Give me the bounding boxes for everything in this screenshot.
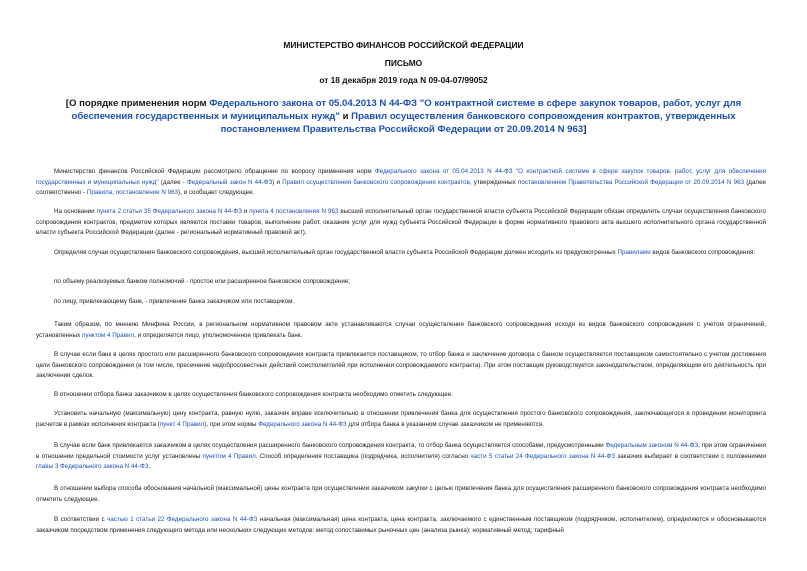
link-rules-types[interactable]: Правилами bbox=[617, 249, 651, 256]
link-resolution-point-4[interactable]: пункта 4 постановления N 963 bbox=[249, 208, 339, 215]
link-article-22-part-1[interactable]: частью 1 статьи 22 Федерального закона N 44-ФЗ bbox=[107, 516, 258, 523]
link-rules[interactable]: Правил осуществления банковского сопровождения контрактов bbox=[282, 178, 470, 186]
doc-type-heading: ПИСЬМО bbox=[384, 58, 423, 68]
link-rules-short[interactable]: Правила bbox=[86, 189, 113, 197]
paragraph-2: На основании пункта 2 статьи 35 Федерального закона N 44-ФЗ и пункта 4 постановления N 963 высший исполнительный орган государственной власти субъекта Российской Федерации обязан определить случаи осуществления банковского сопровождения контрактов, предметом которых являются поставки товаров, выполнение работ, оказание услуг для нужд субъекта Российской Федерации в форме нормативного правового акта высшего исполнительного органа государственной власти субъекта Российской Федерации (далее - региональный нормативный правовой акт). bbox=[36, 208, 766, 237]
link-rules-point-4[interactable]: пунктом 4 Правил bbox=[202, 452, 256, 460]
link-article-24-part-5[interactable]: части 5 статьи 24 Федерального закона N 44-ФЗ bbox=[470, 452, 616, 460]
paragraph-10: В случае если банк привлекается заказчиком в целях осуществления расширенного банковского сопровождения контракта, то отбор банка осуществляется способами, предусмотренными Федеральным законом N 44-ФЗ, при этом ограничения в отношении предельной стоимости услуг установлены пунктом 4 Правил. Способ определения поставщика (подрядчика, исполнителя) согласно части 5 статьи 24 Федерального закона N 44-ФЗ заказчик выбирает в соответствии с положениями главы 3 Федерального закона N 44-ФЗ. bbox=[36, 442, 767, 471]
title-link-rules-963[interactable]: Правил осуществления банковского сопровождения контрактов, утвержденных постановлением Правительства Российской Федерации от 20.09.2014 N 963 bbox=[220, 111, 736, 135]
paragraph-4: по объему реализуемых банком полномочий - простое или расширенное банковское сопровождение; bbox=[54, 278, 351, 285]
doc-date-heading: от 18 декабря 2019 года N 09-04-07/99052 bbox=[319, 75, 488, 85]
link-law-44fz-short[interactable]: Федеральным законом N 44-ФЗ bbox=[605, 442, 699, 449]
link-chapter-3[interactable]: главы 3 Федерального закона N 44-ФЗ bbox=[36, 463, 149, 471]
link-law-44fz-short[interactable]: Федерального закона N 44-ФЗ bbox=[258, 420, 347, 428]
link-law-44fz[interactable]: Федерального закона от 05.04.2013 N 44-ФЗ "О контрактной системе в сфере закупок товаров, работ, услуг для обеспечения государственных и муниципальных нужд" bbox=[36, 168, 766, 186]
link-resolution-963[interactable]: постановлением Правительства Российской Федерации от 20.09.2014 N 963 bbox=[517, 178, 745, 186]
paragraph-1: Министерство финансов Российской Федерации рассмотрело обращение по вопросу применения норм Федерального закона от 05.04.2013 N 44-ФЗ "О контрактной системе в сфере закупок товаров, работ, услуг для обеспечения государственных и муниципальных нужд" (далее - Федеральный закон N 44-ФЗ) и Правил осуществления банковского сопровождения контрактов, утвержденных постановлением Правительства Российской Федерации от 20.09.2014 N 963 (далее соответственно - Правила, постановление N 963), и сообщает следующее. bbox=[36, 168, 767, 197]
link-article-35[interactable]: пункта 2 статьи 35 Федерального закона N 44-ФЗ bbox=[96, 208, 242, 215]
title-text: ] bbox=[583, 124, 587, 135]
ministry-heading: МИНИСТЕРСТВО ФИНАНСОВ РОССИЙСКОЙ ФЕДЕРАЦИИ bbox=[283, 40, 524, 50]
document-title bbox=[60, 97, 747, 136]
paragraph-12: В соответствии с частью 1 статьи 22 Федерального закона N 44-ФЗ начальная (максимальная) цена контракта, цена контракта, заключаемого с единственным поставщиком (подрядчиком, исполнителем), определяются и обосновываются заказчиком посредством применения следующего метода или нескольких следующих методов: метод сопоставимых рыночных цен (анализа рынка); нормативный метод; тарифный bbox=[36, 516, 767, 534]
title-text: [О порядке применения норм bbox=[65, 98, 210, 109]
paragraph-9: Установить начальную (максимальную) цену контракта, равную нулю, заказчик вправе исключительно в отношении привлечения банка для осуществления простого банковского сопровождения, заключающегося в проведении мониторинга расчетов в рамках исполнения контракта (пункт 4 Правил), при этом нормы Федерального закона N 44-ФЗ для отбора банка в указанном случае заказчиком не применяются. bbox=[36, 410, 766, 428]
link-law-44fz-short[interactable]: Федеральный закон N 44-ФЗ bbox=[187, 178, 273, 186]
title-link-law-44fz[interactable]: Федерального закона от 05.04.2013 N 44-ФЗ "О контрактной системе в сфере закупок товаров, работ, услуг для обеспечения государственных и муниципальных нужд" bbox=[71, 98, 742, 122]
paragraph-7: В случае если банк в целях простого или расширенного банковского сопровождения контракта привлекается поставщиком, то отбор банка и заключение договора с банком осуществляется поставщиком самостоятельно с учетом достижения цели банковского сопровождения (в том числе, пресечение недобросовестных действий соисполнителей при исполнении сопровождаемого контракта). При этом поставщик руководствуется законодательством, определяющим его деятельность при заключении сделок. bbox=[36, 351, 766, 380]
link-resolution-963-short[interactable]: постановление N 963 bbox=[115, 189, 179, 197]
link-rules-point-4[interactable]: пунктом 4 Правил bbox=[81, 331, 135, 339]
paragraph-5: по лицу, привлекающему банк, - привлечение банка заказчиком или поставщиком. bbox=[54, 298, 295, 305]
paragraph-6: Таким образом, по мнению Минфина России, в региональном нормативном правовом акте устанавливаются случаи осуществления банковского сопровождения исходя из видов банковского сопровождения с учетом ограничений, установленных пунктом 4 Правил, и определяется лицо, уполномоченное привлекать банк. bbox=[36, 321, 766, 339]
paragraph-3: Определяя случаи осуществления банковского сопровождения, высший исполнительный орган государственной власти субъекта Российской Федерации должен исходить из предусмотренных Правилами видов банковского сопровождения: bbox=[54, 249, 756, 256]
paragraph-11: В отношении выбора способа обоснования начальной (максимальной) цены контракта при осуществлении заказчиком закупки с целью привлечения банка для осуществления расширенного банковского сопровождения контракта необходимо отметить следующее. bbox=[36, 485, 766, 503]
title-text: и bbox=[339, 111, 352, 122]
paragraph-8: В отношении отбора банка заказчиком в целях осуществления банковского сопровождения контракта необходимо отметить следующее. bbox=[54, 391, 453, 398]
link-rules-point-4[interactable]: пункт 4 Правил bbox=[159, 420, 205, 428]
